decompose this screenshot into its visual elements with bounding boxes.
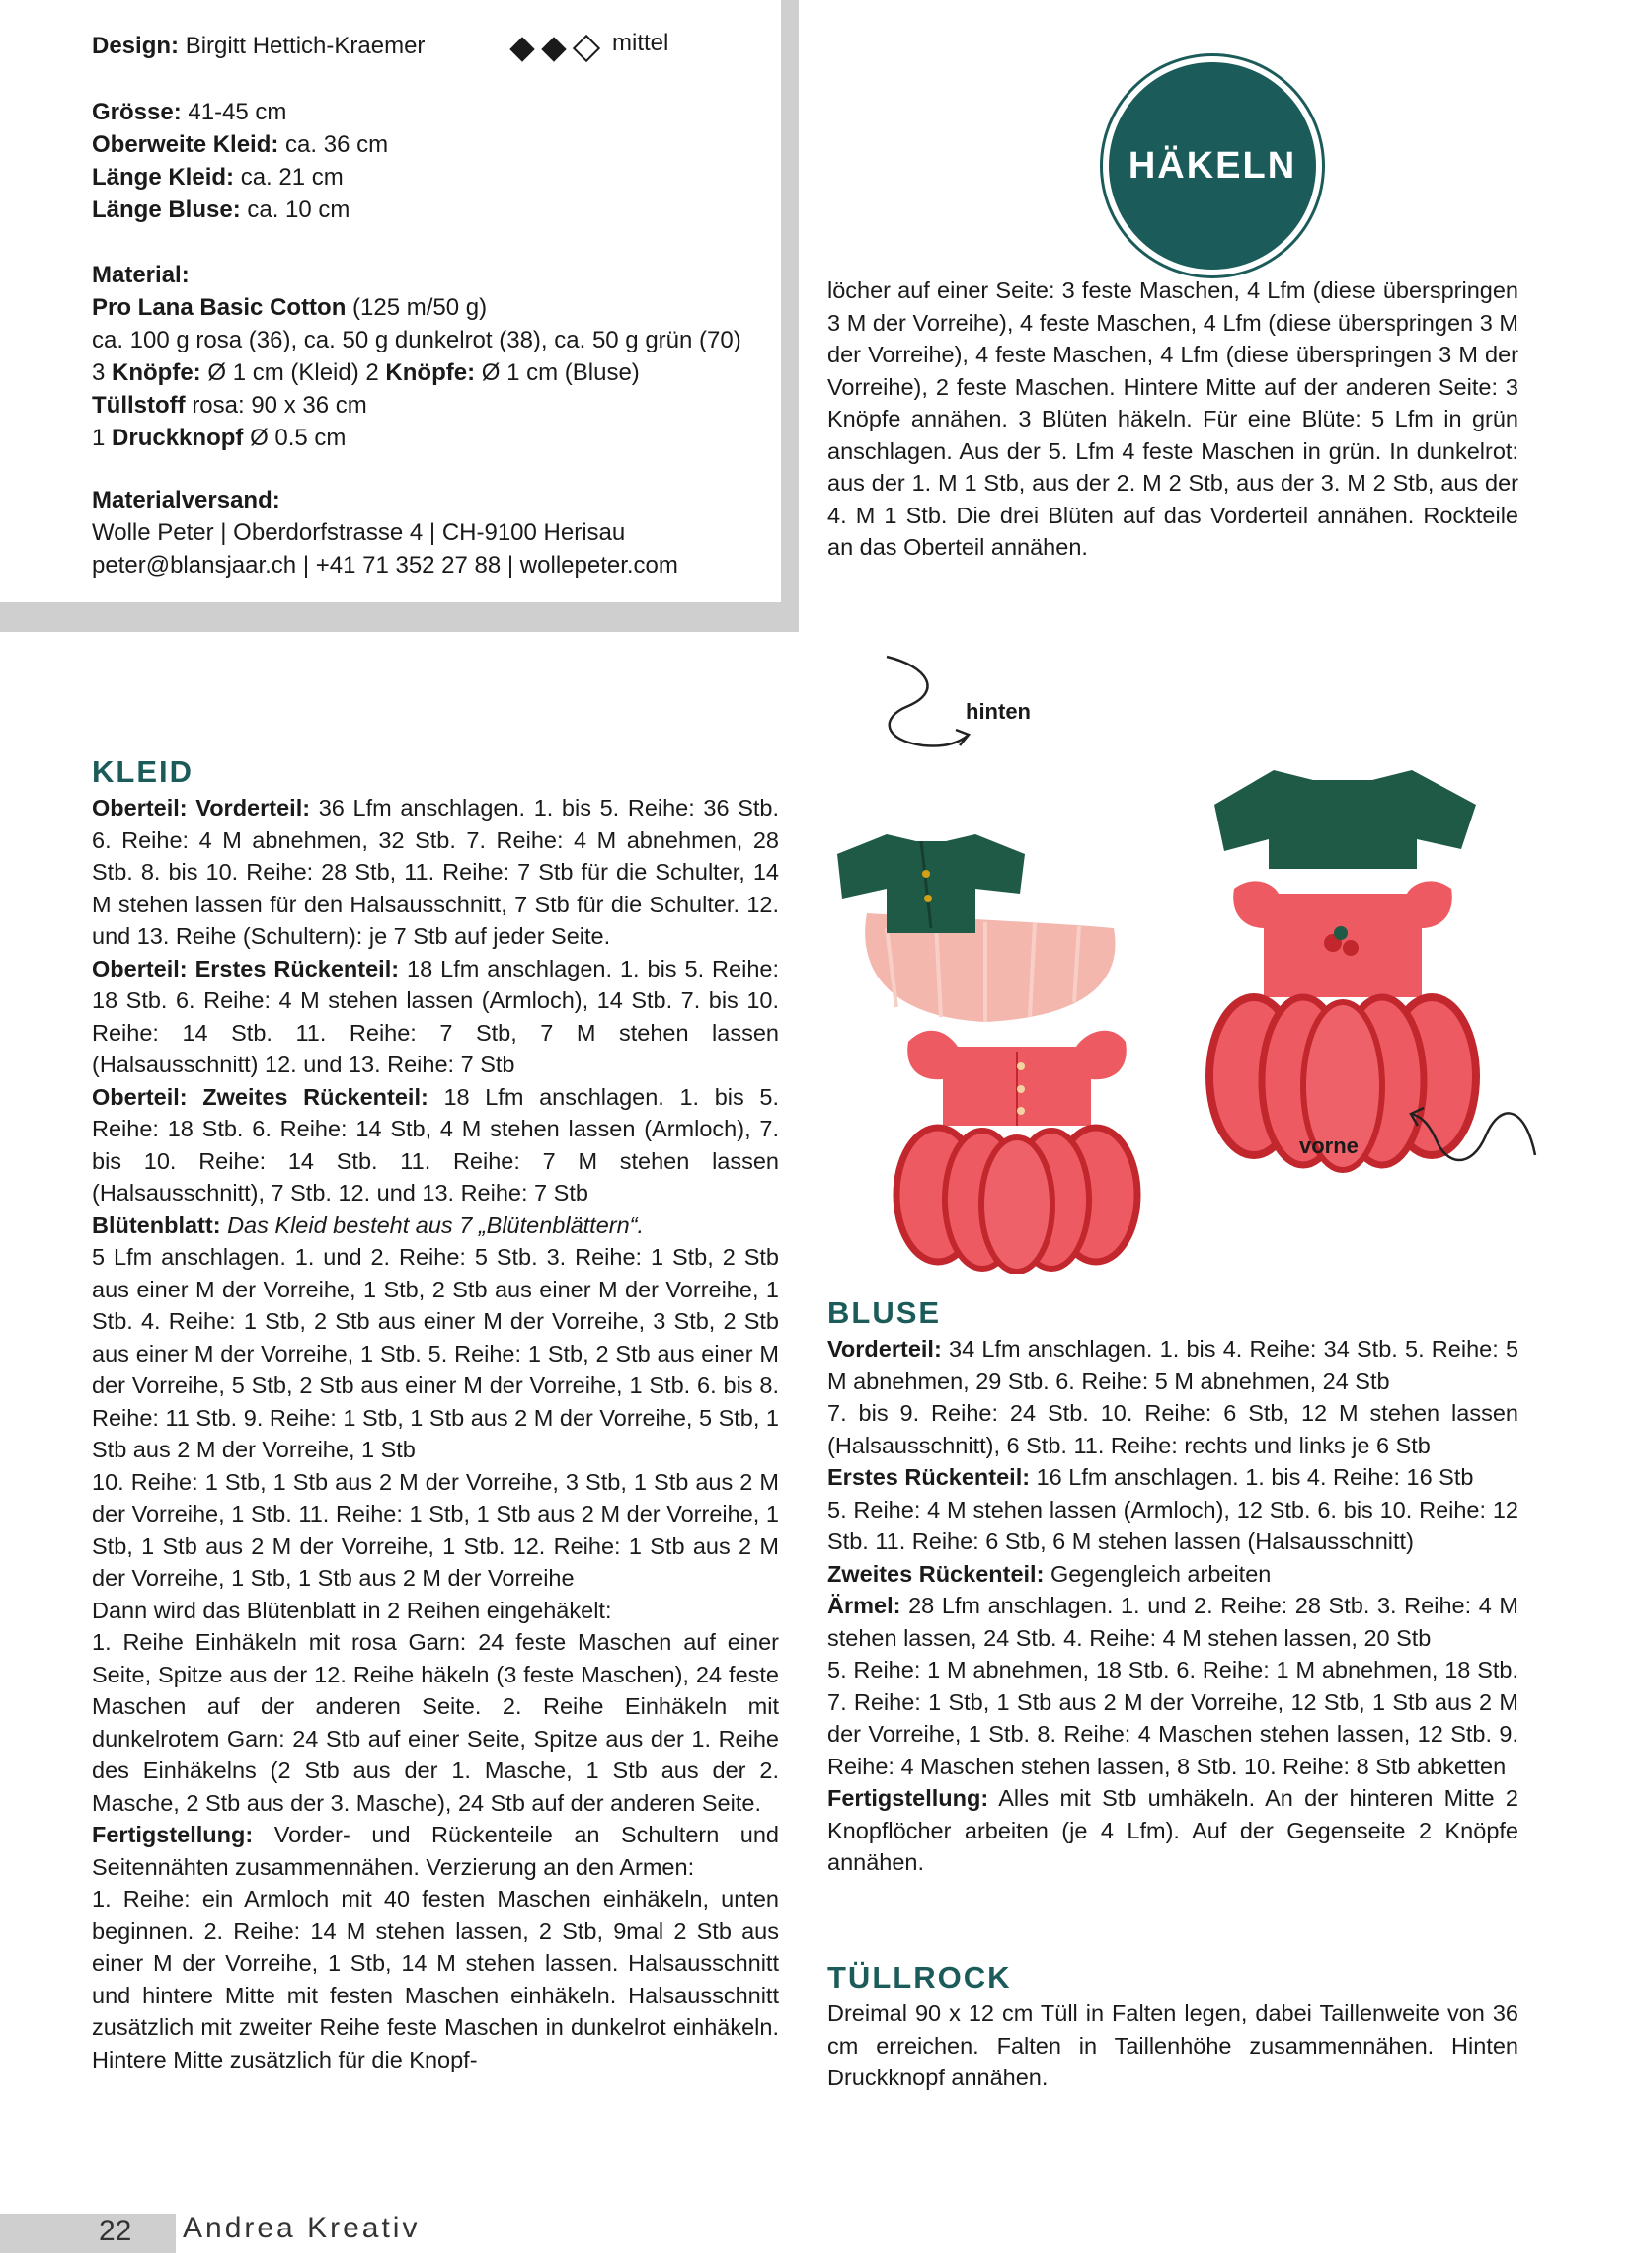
shipping-contact: peter@blansjaar.ch | +41 71 352 27 88 | wollepeter.com <box>92 552 678 579</box>
label-hinten: hinten <box>966 699 1031 724</box>
bluse-back-2: Zweites Rückenteil: Gegengleich arbeiten <box>827 1560 1272 1587</box>
photo-blouse-tulle-skirt <box>827 820 1143 1037</box>
difficulty-filled-icon <box>541 37 566 61</box>
snap-line: 1 Druckknopf Ø 0.5 cm <box>92 425 347 451</box>
tuellrock-instructions: Dreimal 90 x 12 cm Tüll in Falten legen, dabei Taillenweite von 36 cm erreichen. Falten in Taillenhöhe zusammennähen. Hinten Druckknopf annähen. <box>827 2000 1518 2090</box>
shipping-address: Wolle Peter | Oberdorfstrasse 4 | CH-9100 Herisau <box>92 519 626 546</box>
kleid-petal-rows: 5 Lfm anschlagen. 1. und 2. Reihe: 5 Stb. 3. Reihe: 1 Stb, 2 Stb aus einer M der Vorreihe, 1 Stb, 2 Stb aus einer M der Vorreihe, 1 Stb. 4. Reihe: 1 Stb, 2 Stb aus einer M der Vorreihe, 3 Stb, 2 Stb aus einer M der Vorreihe, 1 Stb. 5. Reihe: 1 Stb, 2 Stb aus einer M der Vorreihe, 5 Stb, 2 Stb aus einer M der Vorreihe, 1 Stb. 6. bis 8. Reihe: 11 Stb. 9. Reihe: 1 Stb, 1 Stb aus 2 M der Vorreihe, 5 Stb, 1 Stb aus 2 M der Vorreihe, 1 Stb <box>92 1244 779 1462</box>
bluse-finishing: Fertigstellung: Alles mit Stb umhäkeln. An der hinteren Mitte 2 Knopflöcher arbeiten (je 4 Lfm). Auf der Gegenseite 2 Knöpfe annähen. <box>827 1785 1518 1875</box>
bluse-sleeve-rows: 5. Reihe: 1 M abnehmen, 18 Stb. 6. Reihe: 1 M abnehmen, 18 Stb. 7. Reihe: 1 Stb, 1 Stb aus 2 M der Vorreihe, 12 Stb, 1 Stb aus 2 M der Vorreihe, 1 Stb. 8. Reihe: 4 Maschen stehen lassen, 12 Stb. 9. Reihe: 4 Maschen stehen lassen, 8 Stb. 10. Reihe: 8 Stb abketten <box>827 1657 1518 1779</box>
page-number: 22 <box>99 2215 132 2247</box>
length-dress-line: Länge Kleid: ca. 21 cm <box>92 164 344 191</box>
difficulty-label: mittel <box>612 30 669 56</box>
kleid-instructions <box>92 792 779 2075</box>
tuellrock-heading: TÜLLROCK <box>827 1960 1012 1994</box>
bluse-back-1: Erstes Rückenteil: 16 Lfm anschlagen. 1. bis 4. Reihe: 16 Stb <box>827 1464 1474 1490</box>
bust-line: Oberweite Kleid: ca. 36 cm <box>92 131 389 158</box>
bluse-instructions <box>827 1333 1518 1879</box>
kleid-back-1: Oberteil: Erstes Rückenteil: 18 Lfm anschlagen. 1. bis 5. Reihe: 18 Stb. 6. Reihe: 4 M stehen lassen (Armloch), 14 Stb. 7. bis 10. Reihe: 14 Stb. 11. Reihe: 7 Stb, 7 M stehen lassen (Halsausschnitt) 12. und 13. Reihe: 7 Stb <box>92 955 779 1077</box>
kleid-heading: KLEID <box>92 754 194 789</box>
designer-line: Design: Birgitt Hettich-Kraemer <box>92 33 426 59</box>
kleid-back-2: Oberteil: Zweites Rückenteil: 18 Lfm anschlagen. 1. bis 5. Reihe: 18 Stb. 6. Reihe: 14 Stb, 4 M stehen lassen (Armloch), 7. bis 10. Reihe: 14 Stb. 11. Reihe: 7 M stehen lassen (Halsausschnitt), 7 Stb. 12. und 13. Reihe: 7 Stb <box>92 1083 779 1206</box>
vorne-arrow-icon <box>1402 1096 1540 1175</box>
photo-dress-back <box>889 1022 1145 1274</box>
bluse-heading: BLUSE <box>827 1295 942 1330</box>
buttons-line: 3 Knöpfe: Ø 1 cm (Kleid) 2 Knöpfe: Ø 1 cm (Bluse) <box>92 359 640 386</box>
difficulty-indicator <box>513 38 610 65</box>
size-line: Grösse: 41-45 cm <box>92 99 287 125</box>
bluse-front-2: 7. bis 9. Reihe: 24 Stb. 10. Reihe: 6 Stb, 12 M stehen lassen (Halsausschnitt), 6 Stb. 11. Reihe: rechts und links je 6 Stb <box>827 1400 1518 1458</box>
yarn-line: Pro Lana Basic Cotton (125 m/50 g) <box>92 294 488 321</box>
hinten-arrow-icon <box>869 647 977 765</box>
difficulty-empty-icon <box>573 35 600 62</box>
kleid-front: Oberteil: Vorderteil: 36 Lfm anschlagen. 1. bis 5. Reihe: 36 Stb. 6. Reihe: 4 M abnehmen, 32 Stb. 7. Reihe: 4 M abnehmen, 28 Stb. 8. bis 10. Reihe: 28 Stb, 11. Reihe: 7 Stb für die Schulter, 14 M stehen lassen für den Halsausschnitt, 7 Stb für die Schulter. 12. und 13. Reihe (Schultern): je 7 Stb auf jeder Seite. <box>92 795 780 949</box>
kleid-finishing-rows: 1. Reihe: ein Armloch mit 40 festen Maschen einhäkeln, unten beginnen. 2. Reihe: 14 M stehen lassen, 2 Stb, 9mal 2 Stb aus einer M der Vorreihe, 1 Stb, 14 M stehen lassen. Halsausschnitt und hintere Mitte mit festen Maschen einhäkeln. Halsausschnitt zusätzlich mit zweiter Reihe feste Maschen in dunkelrot einhäkeln. Hintere Mitte zusätzlich für die Knopf- <box>92 1886 779 2072</box>
bluse-front: Vorderteil: 34 Lfm anschlagen. 1. bis 4. Reihe: 34 Stb. 5. Reihe: 5 M abnehmen, 29 Stb. 6. Reihe: 5 M abnehmen, 24 Stb <box>827 1336 1519 1394</box>
label-vorne: vorne <box>1299 1134 1359 1158</box>
kleid-finishing: Fertigstellung: Vorder- und Rückenteile an Schultern und Seitennähten zusammennähen. Verzierung an den Armen: <box>92 1822 780 1880</box>
bluse-back-1-rows: 5. Reihe: 4 M stehen lassen (Armloch), 12 Stb. 6. bis 10. Reihe: 12 Stb. 11. Reihe: 6 Stb, 6 M stehen lassen (Halsausschnitt) <box>827 1496 1518 1554</box>
footer-bar <box>0 2214 176 2253</box>
dress-finishing-continuation: löcher auf einer Seite: 3 feste Maschen, 4 Lfm (diese überspringen 3 M der Vorreihe), 4 feste Maschen, 4 Lfm (diese überspringen 3 M der Vorreihe), 4 feste Maschen, 4 Lfm (diese überspringen 3 M der Vorreihe), 2 feste Maschen. Hintere Mitte auf der anderen Seite: 3 Knöpfe annähen. 3 Blüten häkeln. Für eine Blüte: 5 Lfm in grün anschlagen. Aus der 5. Lfm 4 feste Maschen in grün. In dunkelrot: aus der 1. M 1 Stb, aus der 2. M 2 Stb, aus der 3. M 2 Stb, aus der 4. M 1 Stb. Die drei Blüten auf das Vorderteil annähen. Rockteile an das Oberteil annähen. <box>827 277 1518 560</box>
bluse-sleeve: Ärmel: 28 Lfm anschlagen. 1. und 2. Reihe: 28 Stb. 3. Reihe: 4 M stehen lassen, 24 Stb. 4. Reihe: 4 M stehen lassen, 20 Stb <box>827 1593 1518 1651</box>
kleid-petal-edging: 1. Reihe Einhäkeln mit rosa Garn: 24 feste Maschen auf einer Seite, Spitze aus der 12. Reihe häkeln (3 feste Maschen), 24 feste Maschen auf der anderen Seite. 2. Reihe Einhäkeln mit dunkelrotem Garn: 24 Stb auf einer Seite, Spitze aus der 1. Reihe des Einhäkelns (2 Stb aus der 1. Masche, 1 Stb aus der 2. Masche, 2 Stb aus der 3. Masche), 24 Stb auf der anderen Seite. <box>92 1629 779 1816</box>
yarn-colors-line: ca. 100 g rosa (36), ca. 50 g dunkelrot (38), ca. 50 g grün (70) <box>92 327 741 353</box>
kleid-petal-rows-2: 10. Reihe: 1 Stb, 1 Stb aus 2 M der Vorreihe, 3 Stb, 1 Stb aus 2 M der Vorreihe, 1 Stb. 11. Reihe: 1 Stb, 1 Stb aus 2 M der Vorreihe, 1 Stb, 1 Stb aus 2 M der Vorreihe, 1 Stb. 12. Reihe: 1 Stb aus 2 M der Vorreihe, 1 Stb, 1 Stb aus 2 M der Vorreihe <box>92 1468 779 1591</box>
material-heading: Material: <box>92 262 190 288</box>
tulle-line: Tüllstoff rosa: 90 x 36 cm <box>92 392 367 419</box>
length-blouse-line: Länge Bluse: ca. 10 cm <box>92 196 350 223</box>
magazine-name: Andrea Kreativ <box>183 2212 421 2244</box>
crochet-badge: HÄKELN <box>1103 56 1322 275</box>
difficulty-filled-icon <box>509 37 534 61</box>
shipping-heading: Materialversand: <box>92 487 280 513</box>
kleid-petal-edging-intro: Dann wird das Blütenblatt in 2 Reihen eingehäkelt: <box>92 1597 612 1623</box>
kleid-petal-heading: Blütenblatt: Das Kleid besteht aus 7 „Blütenblättern“. <box>92 1212 645 1238</box>
